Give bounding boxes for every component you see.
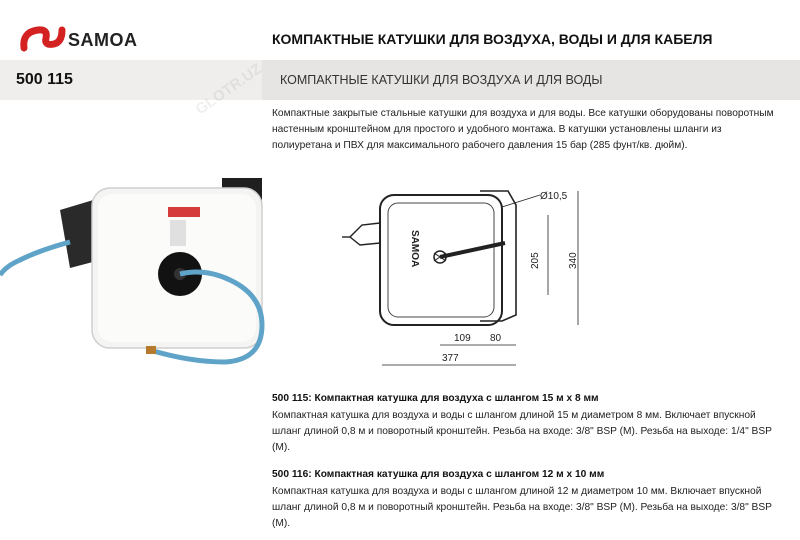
product-1-description: Компактная катушка для воздуха и воды с шлангом длиной 15 м диаметром 8 мм. Включает впускной шланг длиной 0,8 м и поворотный кронштейн. Резьба на входе: 3/8" BSP (M). Резьба на выходе: 1/4" BSP (M). [272, 410, 772, 453]
product-code: 500 115 [16, 71, 73, 88]
product-band [0, 60, 800, 100]
intro-text: Компактные закрытые стальные катушки для воздуха и для воды. Все катушки оборудованы поворотным настенным кронштейном для простого и удобного монтажа. В катушки установлены шланги из полиуретана и ПВХ для максимального рабочего давления 15 бар (285 фунт/кв. дюйм). [272, 108, 774, 151]
dim-109: 109 [454, 333, 471, 344]
page-title: КОМПАКТНЫЕ КАТУШКИ ДЛЯ ВОЗДУХА, ВОДЫ И ДЛЯ КАБЕЛЯ [272, 31, 713, 47]
dim-340: 340 [568, 252, 579, 269]
samoa-logo [18, 18, 178, 58]
product-photo [0, 150, 275, 385]
product-2-description: Компактная катушка для воздуха и воды с шлангом длиной 12 м диаметром 10 мм. Включает впускной шланг длиной 0,8 м и поворотный кронштейн. Резьба на входе: 3/8" BSP (M). Резьба на выходе: 3/8" BSP (M). [272, 486, 772, 529]
diagram-brand: SAMOA [409, 230, 420, 268]
product-1-heading: 500 115: Компактная катушка для воздуха с шлангом 15 м x 8 мм [272, 393, 599, 404]
samoa-logo-icon [18, 18, 68, 58]
dimension-diagram [330, 165, 610, 380]
section-subtitle: КОМПАКТНЫЕ КАТУШКИ ДЛЯ ВОЗДУХА И ДЛЯ ВОДЫ [280, 73, 603, 87]
dim-377: 377 [442, 353, 459, 364]
product-2-heading: 500 116: Компактная катушка для воздуха с шлангом 12 м x 10 мм [272, 469, 605, 480]
dim-205: 205 [530, 252, 541, 269]
dim-diameter: Ø10,5 [540, 191, 568, 202]
dim-80: 80 [490, 333, 502, 344]
brand-name: SAMOA [68, 30, 138, 50]
